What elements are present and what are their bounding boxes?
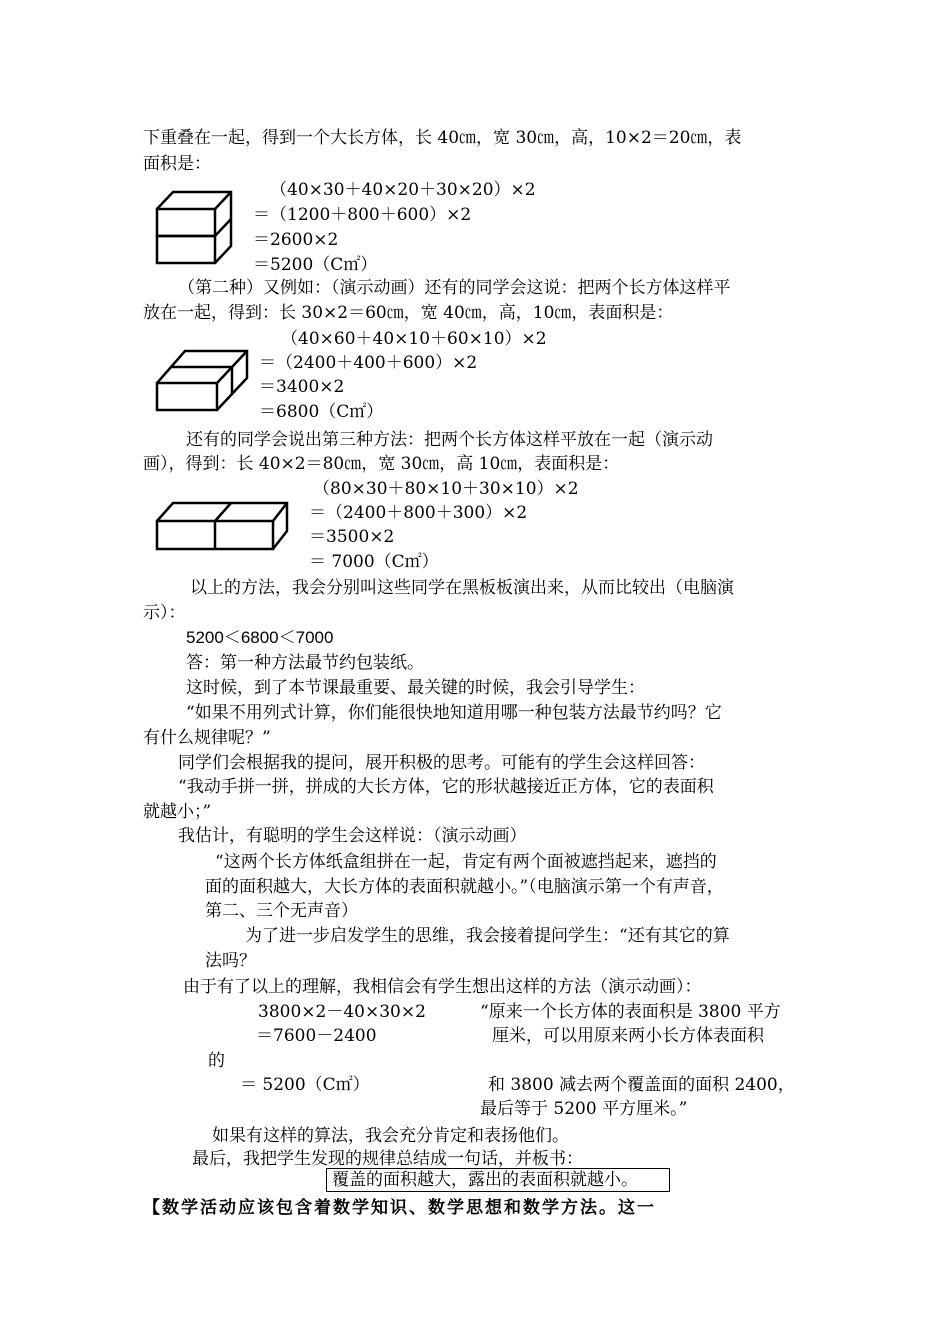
- text-line: 画），得到：长 40×2＝80㎝，宽 30㎝，高 10㎝，表面积是：: [143, 454, 620, 474]
- text-line: “这两个长方体纸盒组拼在一起，肯定有两个面被遮挡起来，遮挡的: [215, 852, 717, 872]
- explanation-line: 厘米，可以用原来两小长方体表面积: [492, 1026, 764, 1046]
- text-line: 由于有了以上的理解，我相信会有学生想出这样的方法（演示动画）：: [183, 977, 702, 997]
- calc-line: ＝（1200＋800＋600）×2: [253, 205, 472, 225]
- text-line: 有什么规律呢？”: [143, 728, 271, 748]
- explanation-line: 和 3800 减去两个覆盖面的面积 2400，: [488, 1075, 795, 1095]
- calc-line: ＝2600×2: [253, 230, 339, 250]
- text-line: 如果有这样的算法，我会充分肯定和表扬他们。: [212, 1126, 569, 1146]
- calc-line: ＝6800（C㎡）: [259, 402, 384, 422]
- explanation-line: 的: [208, 1051, 225, 1071]
- calc-line: ＝ 7000（C㎡）: [309, 552, 439, 572]
- calc-line: ＝5200（C㎡）: [253, 255, 378, 275]
- stacked-boxes-figure: [155, 188, 235, 268]
- text-line: 这时候，到了本节课最重要、最关键的时候，我会引导学生：: [186, 678, 645, 698]
- text-line: 最后，我把学生发现的规律总结成一句话，并板书：: [192, 1149, 583, 1169]
- calc-line: ＝3400×2: [259, 377, 345, 397]
- calc-line: （40×30＋40×20＋30×20）×2: [270, 180, 536, 200]
- final-bold-line: 【数学活动应该包含着数学知识、数学思想和数学方法。这一: [143, 1198, 656, 1218]
- side-by-side-boxes-figure: [155, 349, 250, 414]
- explanation-line: 最后等于 5200 平方厘米。”: [480, 1099, 688, 1119]
- calc-line: （80×30＋80×10＋30×10）×2: [313, 479, 579, 499]
- calc-line: ＝3500×2: [309, 527, 395, 547]
- text-line: 还有的同学会说出第三种方法：把两个长方体这样平放在一起（演示动: [186, 430, 713, 450]
- text-line: 下重叠在一起，得到一个大长方体，长 40㎝，宽 30㎝，高，10×2＝20㎝，表: [143, 128, 742, 148]
- text-line: “如果不用列式计算，你们能很快地知道用哪一种包装方法最节约吗？它: [186, 703, 722, 723]
- text-line: 我估计，有聪明的学生会这样说：（演示动画）: [178, 826, 527, 846]
- text-line: 法吗？: [205, 951, 256, 971]
- text-line: 为了进一步启发学生的思维，我会接着提问学生：“还有其它的算: [245, 926, 730, 946]
- summary-text: 覆盖的面积越大，露出的表面积就越小。: [332, 1170, 638, 1190]
- calc-line: ＝7600－2400: [256, 1026, 377, 1046]
- text-line: （第二种）又例如：（演示动画）还有的同学会这说：把两个长方体这样平: [178, 278, 731, 298]
- calc-line: （40×60＋40×10＋60×10）×2: [281, 329, 547, 349]
- answer: 答：第一种方法最节约包装纸。: [186, 653, 424, 673]
- text-line: 面积是：: [143, 154, 211, 174]
- calc-line: 3800×2－40×30×2: [258, 1002, 426, 1022]
- calc-line: ＝（2400＋800＋300）×2: [309, 503, 528, 523]
- text-line: 示）：: [143, 603, 186, 623]
- comparison: 5200＜6800＜7000: [186, 628, 334, 647]
- calc-line: ＝（2400＋400＋600）×2: [259, 353, 478, 373]
- text-line: 就越小；”: [143, 802, 212, 822]
- text-line: 放在一起，得到：长 30×2＝60㎝，宽 40㎝，高，10㎝，表面积是：: [143, 303, 674, 323]
- text-line: 面的面积越大，大长方体的表面积就越小。”（电脑演示第一个有声音，: [205, 877, 724, 897]
- text-line: 以上的方法，我会分别叫这些同学在黑板板演出来，从而比较出（电脑演: [190, 578, 734, 598]
- text-line: “我动手拼一拼，拼成的大长方体，它的形状越接近正方体，它的表面积: [178, 777, 714, 797]
- text-line: 第二、三个无声音）: [205, 901, 358, 921]
- calc-line: ＝ 5200（C㎡）: [240, 1075, 370, 1095]
- lengthwise-boxes-figure: [155, 500, 290, 552]
- explanation-line: “原来一个长方体的表面积是 3800 平方: [480, 1002, 781, 1022]
- text-line: 同学们会根据我的提问，展开积极的思考。可能有的学生会这样回答：: [178, 753, 705, 773]
